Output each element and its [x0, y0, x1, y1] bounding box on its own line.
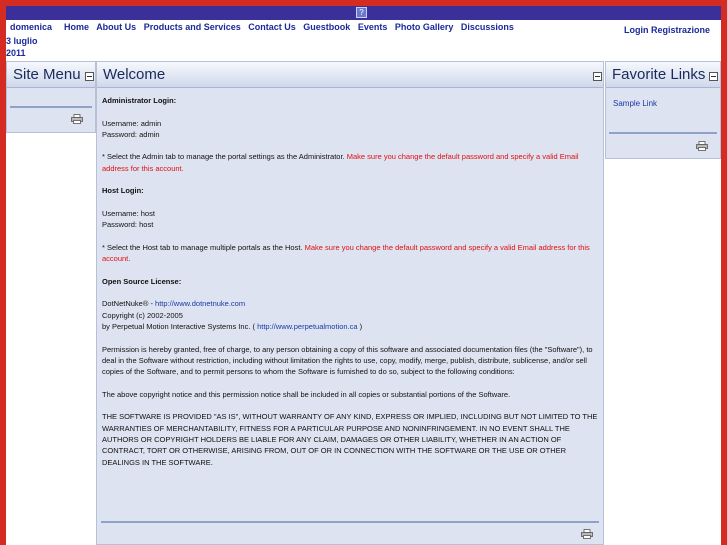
printer-icon[interactable] [71, 114, 83, 124]
favorite-links-panel [605, 61, 721, 159]
login-link[interactable]: Login [624, 25, 649, 35]
admin-heading: Administrator Login: [102, 96, 177, 105]
admin-note: * Select the Admin tab to manage the portal settings as the Administrator. [102, 152, 345, 162]
logo-icon[interactable]: ? [356, 7, 367, 18]
by-suffix: ) [357, 321, 363, 331]
divider [101, 521, 599, 523]
site-menu-header [7, 62, 95, 88]
sample-link[interactable]: Sample Link [613, 99, 658, 108]
divider [10, 106, 92, 108]
warranty-text: THE SOFTWARE IS PROVIDED "AS IS", WITHOUT WARRANTY OF ANY KIND, EXPRESS OR IMPLIED, INCLUDING BUT NOT LIMITED TO THE WARRANTIES OF MERCHANTABILITY, FITNESS FOR A PARTICULAR PURPOSE AND NONINFRINGEMENT. IN NO EVENT SHALL THE AUTHORS OR COPYRIGHT HOLDERS BE LIABLE FOR ANY CLAIM, DAMAGES OR OTHER LIABILITY, WHETHER IN AN ACTION OF CONTRACT, TORT OR OTHERWISE, ARISING FROM, OUT OF OR IN CONNECTION WITH THE SOFTWARE OR THE USE OR OTHER DEALINGS IN THE SOFTWARE. [102, 412, 598, 467]
nav-products-and-services[interactable]: Products and Services [143, 22, 241, 32]
favorite-links-title: Favorite Links [612, 66, 706, 83]
menu-bar [6, 22, 721, 60]
minimize-icon[interactable] [709, 72, 718, 81]
welcome-header [97, 62, 603, 88]
printer-icon[interactable] [581, 529, 593, 539]
admin-warning: Make sure you change the default password and specify a valid Email address for this account. [102, 152, 579, 173]
current-year: 2011 [6, 48, 26, 58]
current-date: 3 luglio [6, 36, 38, 46]
minimize-icon[interactable] [593, 72, 602, 81]
admin-instructions [102, 151, 598, 174]
site-menu-title: Site Menu [13, 66, 81, 83]
favorite-links-header [606, 62, 720, 88]
by-line [102, 321, 598, 332]
register-link[interactable]: Registrazione [651, 25, 711, 35]
nav-events[interactable]: Events [357, 22, 388, 32]
perpetualmotion-link[interactable]: http://www.perpetualmotion.ca [257, 321, 358, 331]
divider [609, 132, 717, 134]
welcome-panel [96, 61, 604, 545]
notice-text: The above copyright notice and this permission notice shall be included in all copies or substantial portions of the Software. [102, 389, 511, 399]
host-note: * Select the Host tab to manage multiple portals as the Host. [102, 242, 303, 252]
admin-username: Username: admin [102, 118, 162, 128]
printer-icon[interactable] [696, 141, 708, 151]
host-password: Password: host [102, 220, 154, 230]
dnn-line [102, 298, 598, 309]
current-day: domenica [10, 22, 53, 32]
dnn-link[interactable]: http://www.dotnetnuke.com [155, 299, 246, 309]
by-prefix: by Perpetual Motion Interactive Systems Inc. ( [102, 321, 258, 331]
nav-guestbook[interactable]: Guestbook [303, 22, 351, 32]
host-warning: Make sure you change the default password and specify a valid Email address for this account. [102, 242, 590, 264]
permission-text: Permission is hereby granted, free of charge, to any person obtaining a copy of this software and associated documentation files (the "Software"), to deal in the Software without restriction, including without limitation the rights to use, copy, modify, merge, publish, distribute, sublicense, and/or sell copies of the Software, and to permit persons to whom the Software is furnished to do so, subject to the following conditions: [102, 344, 593, 377]
main-nav [64, 22, 519, 32]
minimize-icon[interactable] [85, 72, 94, 81]
host-heading: Host Login: [102, 186, 144, 196]
host-username: Username: host [102, 208, 155, 218]
nav-home[interactable]: Home [64, 22, 90, 32]
host-instructions [102, 242, 598, 265]
dnn-prefix: DotNetNuke® - [102, 299, 156, 309]
nav-about-us[interactable]: About Us [96, 22, 137, 32]
welcome-title: Welcome [103, 66, 166, 83]
nav-contact-us[interactable]: Contact Us [248, 22, 296, 32]
site-menu-panel [6, 61, 96, 133]
nav-photo-gallery[interactable]: Photo Gallery [394, 22, 454, 32]
license-heading: Open Source License: [102, 276, 182, 286]
nav-discussions[interactable]: Discussions [460, 22, 514, 32]
welcome-content [102, 95, 598, 468]
admin-password: Password: admin [102, 129, 160, 139]
page-frame-right [721, 0, 727, 545]
copyright-line: Copyright (c) 2002-2005 [102, 310, 183, 320]
